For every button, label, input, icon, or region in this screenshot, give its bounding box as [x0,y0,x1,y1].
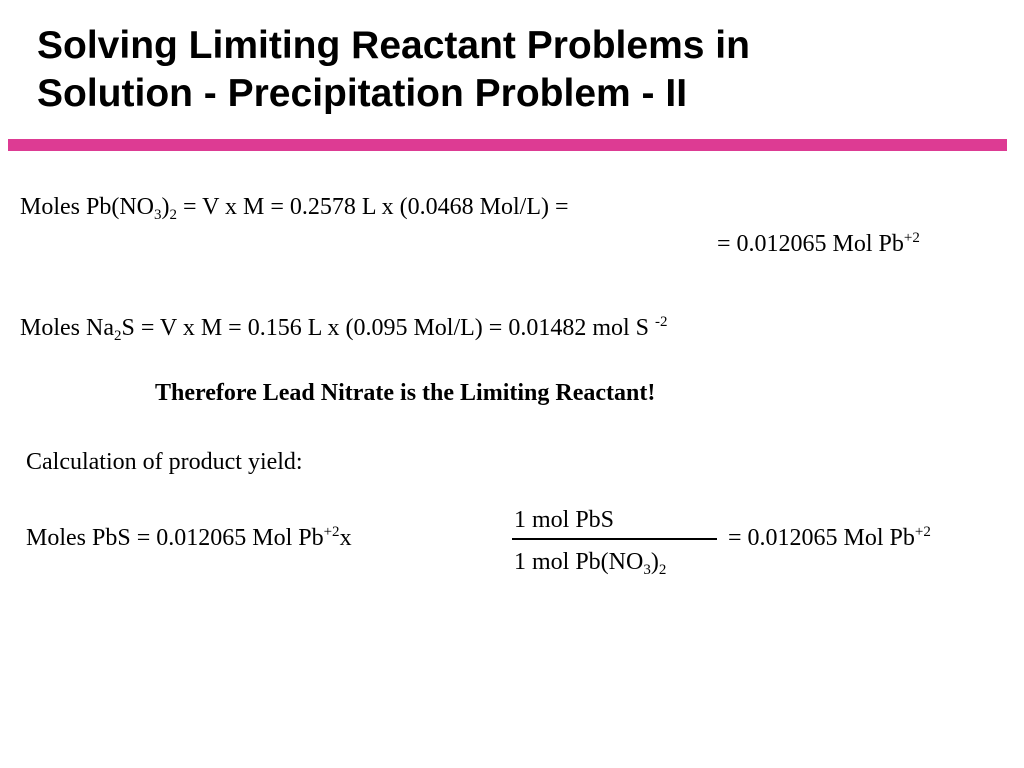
pb-moles-subscript-2: 2 [169,207,178,223]
denominator-subscript-2: 2 [658,562,667,578]
fraction-numerator: 1 mol PbS [514,507,615,533]
na2s-moles-line [20,313,668,343]
pbs-result [728,523,931,553]
na2s-moles-subscript: 2 [113,328,122,344]
denominator-paren: ) [650,549,659,575]
pb-moles-result-text: = 0.012065 Mol Pb [717,231,904,257]
pb-moles-line [20,192,569,222]
pbs-moles-line [26,523,352,553]
denominator-prefix: 1 mol Pb(NO [514,549,644,575]
title-accent-rule [8,139,1007,151]
slide-title [37,22,750,118]
yield-heading: Calculation of product yield: [26,449,303,475]
na2s-moles-equation: S = V x M = 0.156 L x (0.095 Mol/L) = 0.01482 mol S [121,315,656,341]
title-line-2: Solution - Precipitation Problem - II [37,72,688,115]
pbs-moles-charge: +2 [323,524,340,540]
na2s-moles-charge: -2 [655,314,668,330]
denominator-subscript-3: 3 [643,562,651,578]
pbs-times-sign: x [339,525,352,551]
pb-moles-subscript-3: 3 [154,207,162,223]
pbs-result-text: = 0.012065 Mol Pb [728,525,915,551]
pb-moles-result [717,229,920,259]
pb-moles-equation: = V x M = 0.2578 L x (0.0468 Mol/L) = [177,194,569,220]
conclusion-text: Therefore Lead Nitrate is the Limiting Reactant! [155,380,656,406]
title-line-1: Solving Limiting Reactant Problems in [37,24,750,67]
fraction-bar [512,538,717,540]
pb-moles-paren: ) [161,194,170,220]
pbs-result-charge: +2 [914,524,931,540]
pb-moles-prefix: Moles Pb(NO [20,194,155,220]
pbs-moles-prefix: Moles PbS = 0.012065 Mol Pb [26,525,324,551]
pb-moles-result-charge: +2 [903,230,920,246]
na2s-moles-prefix: Moles Na [20,315,114,341]
fraction-denominator [514,547,666,577]
